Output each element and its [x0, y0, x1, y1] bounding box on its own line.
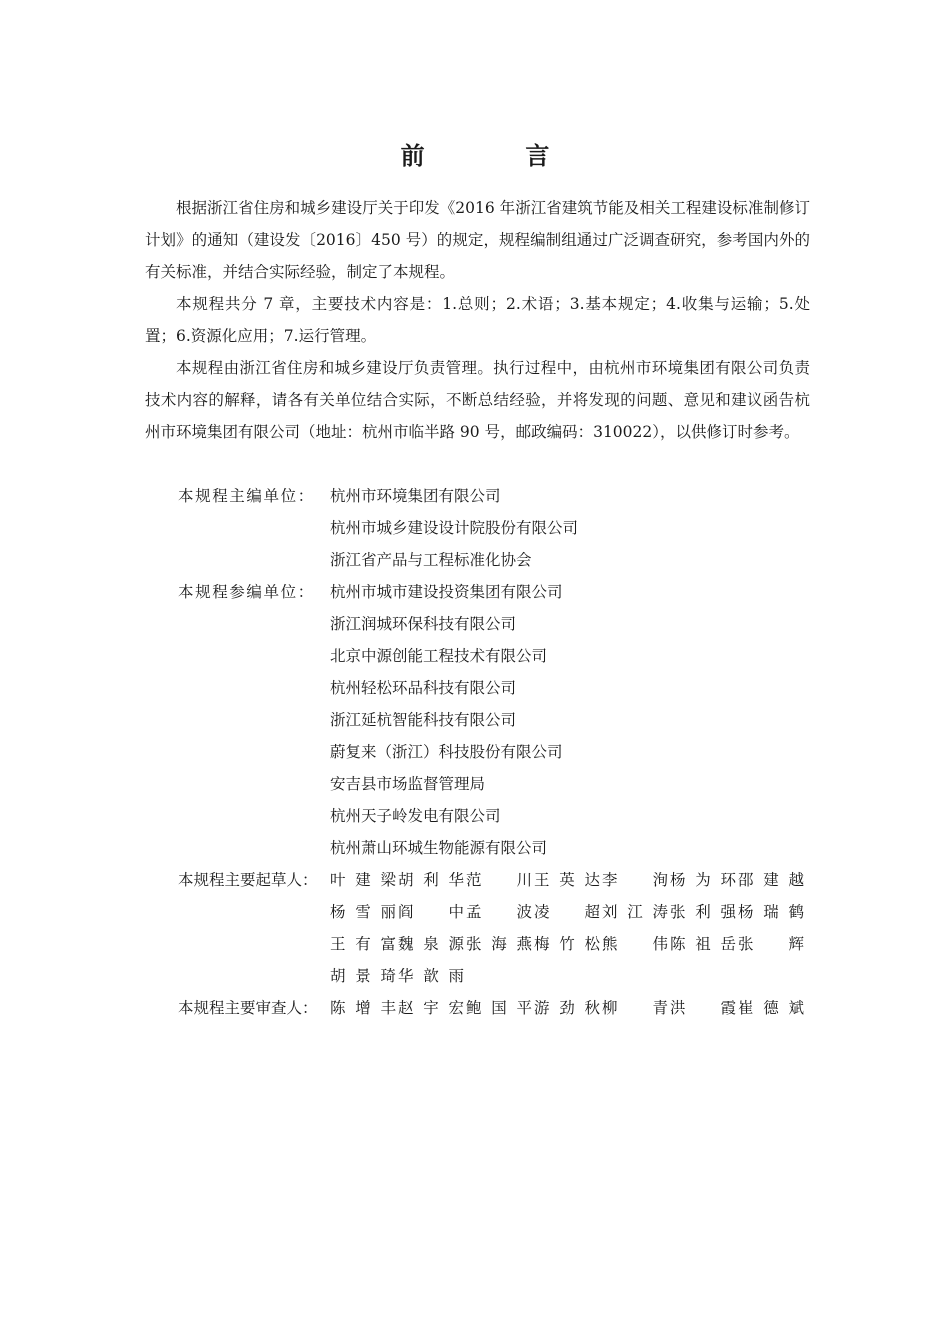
person-name: 李洵 — [602, 871, 668, 889]
person-name: 孟波 — [466, 903, 532, 921]
participating-unit-item: 北京中源创能工程技术有限公司 — [330, 647, 548, 665]
person-name: 洪霞 — [670, 999, 736, 1017]
person-name: 崔德斌 — [738, 999, 804, 1017]
person-name: 胡利华 — [398, 871, 464, 889]
person-name: 阎中 — [398, 903, 464, 921]
person-name: 陈增丰 — [330, 999, 396, 1017]
reviewers-label: 本规程主要审查人： — [178, 999, 318, 1017]
chief-unit-item: 杭州市环境集团有限公司 — [330, 487, 501, 505]
participating-unit-item: 浙江润城环保科技有限公司 — [330, 615, 517, 633]
intro-paragraph: 根据浙江省住房和城乡建设厅关于印发《2016 年浙江省建筑节能及相关工程建设标准制修订计划》的通知（建设发〔2016〕450 号）的规定，规程编制组通过广泛调查研究，参考国内外的有关标准，并结合实际经验，制定了本规程。 — [145, 199, 810, 281]
chief-unit-item: 浙江省产品与工程标准化协会 — [330, 551, 532, 569]
participating-unit-item: 蔚复来（浙江）科技股份有限公司 — [330, 743, 563, 761]
page-title: 前 言 — [400, 142, 588, 170]
participating-unit-item: 杭州轻松环品科技有限公司 — [330, 679, 517, 697]
person-name: 张辉 — [738, 935, 804, 953]
person-name: 熊伟 — [602, 935, 668, 953]
contents-paragraph: 本规程共分 7 章，主要技术内容是：1.总则；2.术语；3.基本规定；4.收集与运输；5.处置；6.资源化应用；7.运行管理。 — [145, 295, 810, 345]
drafters-label: 本规程主要起草人： — [178, 871, 318, 889]
participating-units-label: 本规程参编单位： — [178, 583, 315, 601]
person-name: 赵宇宏 — [398, 999, 464, 1017]
person-name: 范川 — [466, 871, 532, 889]
person-name: 胡景琦 — [330, 967, 396, 985]
person-name: 王英达 — [534, 871, 600, 889]
person-name: 杨雪丽 — [330, 903, 396, 921]
person-name: 杨瑞鹤 — [738, 903, 804, 921]
participating-unit-item: 浙江延杭智能科技有限公司 — [330, 711, 517, 729]
person-name: 华歆雨 — [398, 967, 464, 985]
person-name: 柳青 — [602, 999, 668, 1017]
participating-unit-item: 杭州市城市建设投资集团有限公司 — [330, 583, 563, 601]
chief-unit-item: 杭州市城乡建设设计院股份有限公司 — [330, 519, 579, 537]
participating-unit-item: 安吉县市场监督管理局 — [330, 775, 486, 793]
person-name: 鲍国平 — [466, 999, 532, 1017]
person-name: 魏泉源 — [398, 935, 464, 953]
person-name: 梅竹松 — [534, 935, 600, 953]
person-name: 凌超 — [534, 903, 600, 921]
person-name: 王有富 — [330, 935, 396, 953]
person-name: 张利强 — [670, 903, 736, 921]
person-name: 张海燕 — [466, 935, 532, 953]
person-name: 刘江涛 — [602, 903, 668, 921]
person-name: 邵建越 — [738, 871, 804, 889]
management-paragraph: 本规程由浙江省住房和城乡建设厅负责管理。执行过程中，由杭州市环境集团有限公司负责技术内容的解释，请各有关单位结合实际，不断总结经验，并将发现的问题、意见和建议函告杭州市环境集团有限公司（地址：杭州市临半路 90 号，邮政编码：310022），以供修订时参考。 — [145, 359, 810, 441]
participating-unit-item: 杭州天子岭发电有限公司 — [330, 807, 501, 825]
person-name: 陈祖岳 — [670, 935, 736, 953]
person-name: 叶建梁 — [330, 871, 396, 889]
person-name: 杨为环 — [670, 871, 736, 889]
participating-unit-item: 杭州萧山环城生物能源有限公司 — [330, 839, 548, 857]
person-name: 游劲秋 — [534, 999, 600, 1017]
chief-units-label: 本规程主编单位： — [178, 487, 315, 505]
